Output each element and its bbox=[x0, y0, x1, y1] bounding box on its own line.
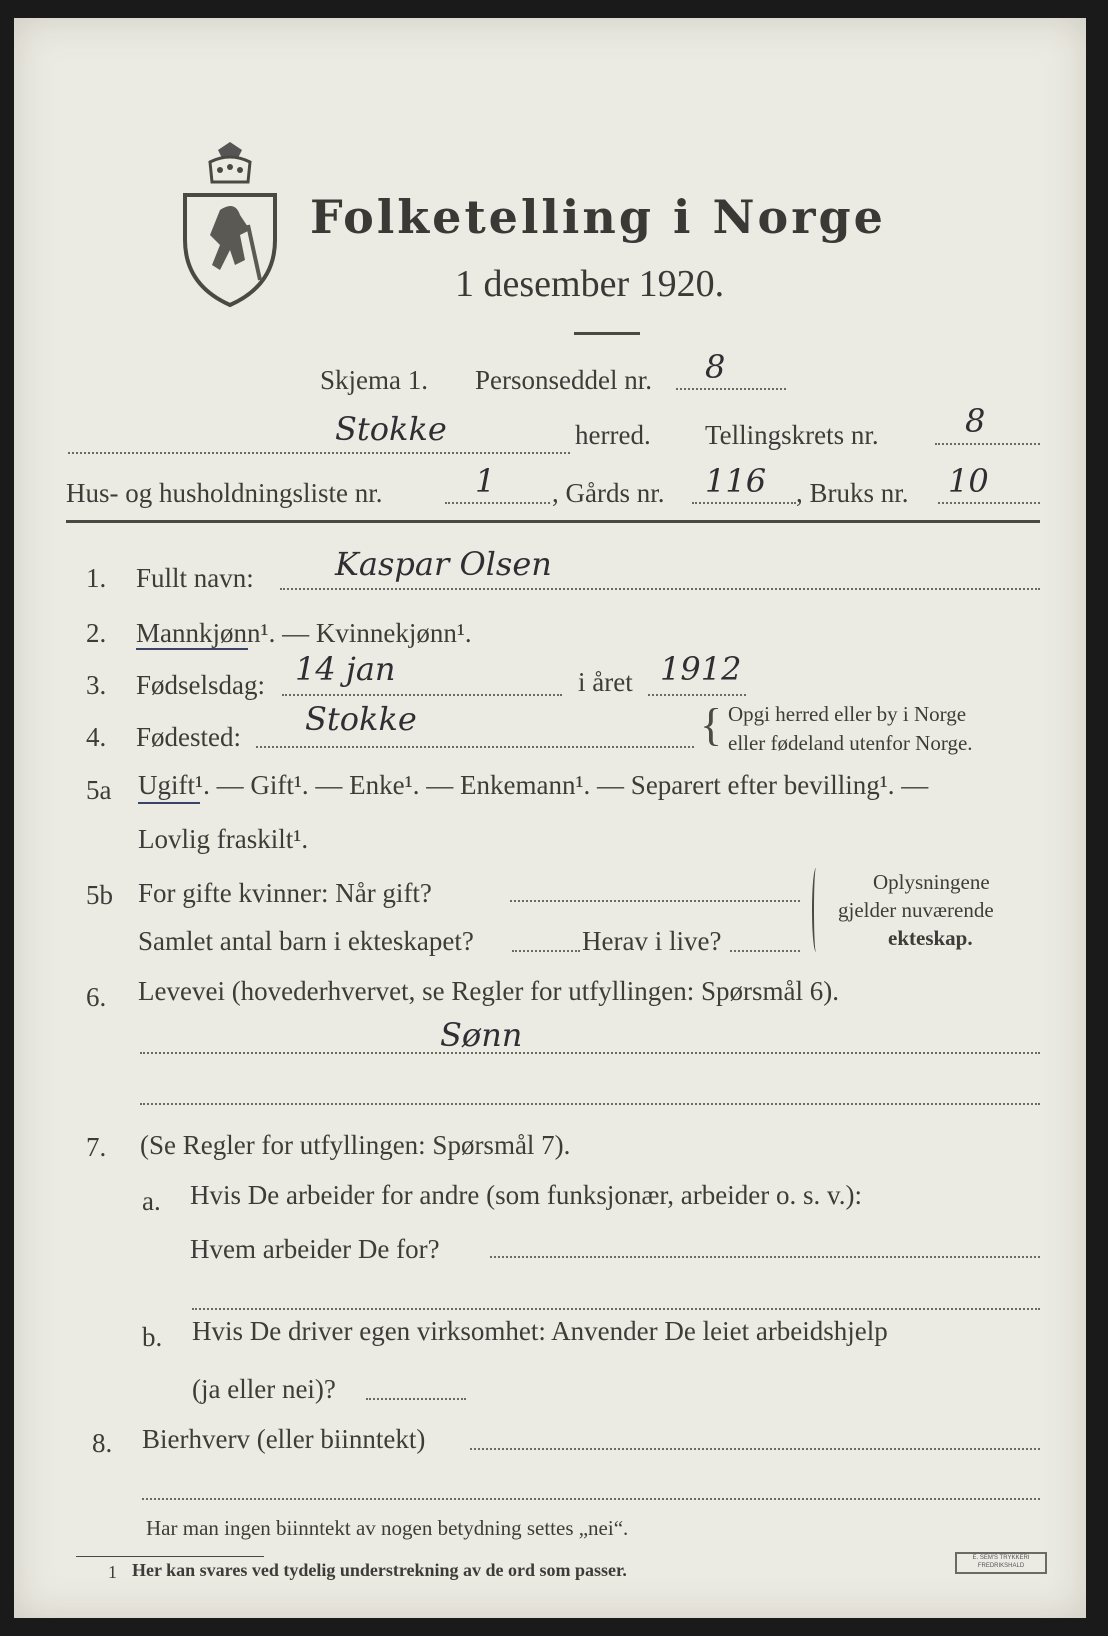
q7a-letter: a. bbox=[142, 1186, 161, 1216]
q5a-number: 5a bbox=[86, 775, 112, 805]
q3-day-line bbox=[282, 694, 562, 696]
norwegian-coat-of-arms-icon bbox=[180, 140, 280, 310]
q4-number: 4. bbox=[86, 722, 107, 752]
q7-label: (Se Regler for utfyllingen: Spørsmål 7). bbox=[140, 1130, 571, 1160]
q4-note-line1: Opgi herred eller by i Norge bbox=[728, 702, 967, 726]
q3-year-line bbox=[648, 694, 746, 696]
q5b-note-line2: gjelder nuværende bbox=[838, 898, 994, 922]
q2-selection-underline bbox=[136, 648, 248, 650]
personseddel-value: 8 bbox=[705, 348, 726, 386]
schema-label: Skjema 1. bbox=[320, 365, 428, 395]
bruks-line bbox=[938, 502, 1040, 504]
q8-line1 bbox=[470, 1448, 1040, 1450]
q4-label: Fødested: bbox=[136, 722, 241, 752]
q3-birth-day-value: 14 jan bbox=[295, 650, 396, 688]
q8-line2 bbox=[142, 1498, 1040, 1500]
q1-line bbox=[280, 588, 1040, 590]
bruks-label: , Bruks nr. bbox=[796, 478, 909, 508]
tellingskrets-value: 8 bbox=[965, 402, 986, 440]
personseddel-label: Personseddel nr. bbox=[475, 365, 652, 395]
q5b-brace bbox=[812, 868, 820, 952]
printer-stamp: E. SEM'S TRYKKERI FREDRIKSHALD bbox=[955, 1552, 1047, 1574]
title-divider bbox=[574, 332, 640, 335]
q6-occupation-value: Sønn bbox=[440, 1016, 523, 1054]
q6-number: 6. bbox=[86, 982, 107, 1012]
q3-birth-year-value: 1912 bbox=[660, 650, 742, 688]
q7b-line1: Hvis De driver egen virksomhet: Anvender De leiet arbeidshjelp bbox=[192, 1316, 888, 1346]
herred-label: herred. bbox=[575, 420, 651, 450]
q5b-line1: For gifte kvinner: Når gift? bbox=[138, 878, 432, 908]
q5a-line1: Ugift¹. — Gift¹. — Enke¹. — Enkemann¹. — Separert efter bevilling¹. — bbox=[138, 770, 929, 800]
tellingskrets-label: Tellingskrets nr. bbox=[705, 420, 879, 450]
q7b-answer-line bbox=[366, 1398, 466, 1400]
q8-number: 8. bbox=[92, 1428, 113, 1458]
q1-full-name-value: Kaspar Olsen bbox=[335, 545, 552, 583]
gards-label: , Gårds nr. bbox=[552, 478, 665, 508]
q5b-line2a: Samlet antal barn i ekteskapet? bbox=[138, 926, 474, 956]
gards-line bbox=[692, 502, 796, 504]
q5b-line2b: Herav i live? bbox=[582, 926, 722, 956]
footnote-divider bbox=[76, 1556, 264, 1557]
q4-birthplace-value: Stokke bbox=[305, 700, 417, 738]
q7a-line1: Hvis De arbeider for andre (som funksjonær, arbeider o. s. v.): bbox=[190, 1180, 862, 1210]
q3-label: Fødselsdag: bbox=[136, 670, 266, 700]
form-title: Folketelling i Norge bbox=[310, 190, 886, 244]
q1-label: Fullt navn: bbox=[136, 563, 254, 593]
hus-value: 1 bbox=[475, 462, 496, 500]
q7b-line2: (ja eller nei)? bbox=[192, 1374, 336, 1404]
census-date: 1 desember 1920. bbox=[455, 263, 725, 305]
q5a-line2: Lovlig fraskilt¹. bbox=[138, 824, 309, 854]
q6-line1 bbox=[140, 1052, 1040, 1054]
q8-note: Har man ingen biinntekt av nogen betydning settes „nei“. bbox=[146, 1516, 629, 1540]
q5b-note-line1: Oplysningene bbox=[873, 870, 990, 894]
herred-line bbox=[68, 452, 570, 454]
q5b-married-line bbox=[510, 900, 800, 902]
q7a-employer-line1 bbox=[490, 1256, 1040, 1258]
footnote-marker: 1 bbox=[108, 1562, 117, 1582]
q4-note-line2: eller fødeland utenfor Norge. bbox=[728, 731, 973, 755]
personseddel-line bbox=[676, 388, 786, 390]
q7-number: 7. bbox=[86, 1132, 107, 1162]
census-form-page bbox=[14, 18, 1086, 1618]
q7a-employer-line2 bbox=[192, 1308, 1040, 1310]
q7a-line2: Hvem arbeider De for? bbox=[190, 1234, 440, 1264]
q5b-children-line bbox=[512, 950, 580, 952]
gards-value: 116 bbox=[705, 462, 767, 500]
hus-line bbox=[445, 502, 550, 504]
header-divider bbox=[66, 520, 1040, 523]
q2-number: 2. bbox=[86, 618, 107, 648]
footnote-text: Her kan svares ved tydelig understrekning av de ord som passer. bbox=[132, 1560, 627, 1580]
bruks-value: 10 bbox=[948, 462, 989, 500]
q6-label: Levevei (hovederhvervet, se Regler for utfyllingen: Spørsmål 6). bbox=[138, 976, 840, 1006]
q3-year-label: i året bbox=[578, 667, 633, 697]
q7b-letter: b. bbox=[142, 1322, 163, 1352]
q5b-number: 5b bbox=[86, 880, 113, 910]
q2-label: Mannkjønn¹. — Kvinnekjønn¹. bbox=[136, 618, 472, 648]
herred-value: Stokke bbox=[335, 410, 447, 448]
q5b-alive-line bbox=[730, 950, 800, 952]
q4-brace: { bbox=[700, 699, 723, 750]
q3-number: 3. bbox=[86, 670, 107, 700]
q5a-selection-underline bbox=[138, 802, 200, 804]
q5b-note-line3: ekteskap. bbox=[888, 926, 973, 950]
hus-label: Hus- og husholdningsliste nr. bbox=[66, 478, 383, 508]
q1-number: 1. bbox=[86, 563, 107, 593]
q6-line2 bbox=[140, 1103, 1040, 1105]
q8-label: Bierhverv (eller biinntekt) bbox=[142, 1424, 426, 1454]
q4-line bbox=[256, 746, 694, 748]
tellingskrets-line bbox=[935, 443, 1040, 445]
